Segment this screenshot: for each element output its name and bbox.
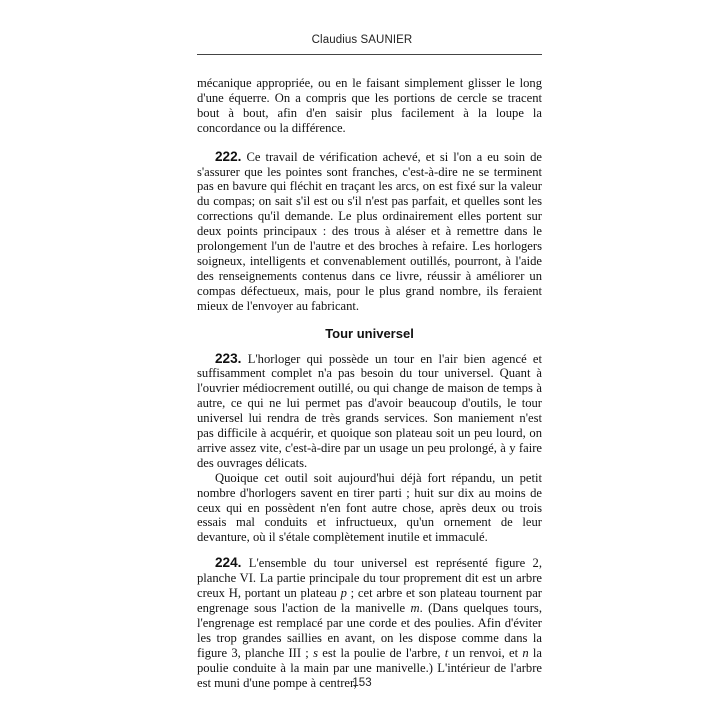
body-text xyxy=(197,76,542,690)
paragraph-224-var-p: p xyxy=(340,586,347,601)
paragraph-224-text-b: ; cet arbre et son plateau tournent par engrenage sous l'action de la manivelle xyxy=(197,586,542,615)
page-number: 153 xyxy=(352,677,372,689)
paragraph-number-222: 222. xyxy=(215,148,242,164)
paragraph-224-var-s: s xyxy=(313,645,318,660)
paragraph-number-223: 223. xyxy=(215,350,242,366)
paragraph-223-text: L'horloger qui possède un tour en l'air bien agencé et suffisamment complet n'a pas besoin du tour universel. Quant à l'ouvrier médiocrement outillé, ou qui change de maison de temps à autre, ce qui ne lui permet pas d'avoir beaucoup d'outils, le tour universel lui rendra de très grands services. Son maniement n'est pas difficile à acquérir, et quoique son plateau soit un peu lourd, on arrive assez vite, c'est-à-dire par un usage un peu prolongé, à y faire des ouvrages délicats. xyxy=(197,351,542,470)
paragraph-223-continued: Quoique cet outil soit aujourd'hui déjà fort répandu, un petit nombre d'horlogers savent en tirer parti ; huit sur dix au moins de ceux qui en possèdent n'en font autre chose, après deux ou trois essais mal conduits et infructueux, qu'un ornement de leur devanture, où il s'étale complètement inutile et immaculé. xyxy=(197,470,542,545)
paragraph-222-text: Ce travail de vérification achevé, et si l'on a eu soin de s'assurer que les pointes sont franches, c'est-à-dire ne se terminent pas en bavure qui fléchit en traçant les arcs, on est fixé sur la valeur du compas; on sait s'il est ou s'il n'est pas parfait, et quelles sont les corrections qu'il demande. Le plus ordinairement elles portent sur deux points principaux : des trous à aléser et à remettre dans le prolongement l'un de l'autre et des broches à refaire. Les horlogers soigneux, intelligents et convenablement outillés, pourront, à l'aide des renseignements contenus dans ce livre, réussir à améliorer un compas défectueux, mais, pour le plus grand nombre, ils feraient mieux de l'envoyer au fabricant. xyxy=(197,149,542,313)
paragraph-223 xyxy=(197,352,542,471)
paragraph-224 xyxy=(197,556,542,690)
paragraph-224-var-m: m xyxy=(410,601,420,615)
paragraph-224-text-c: . (Dans quelques tours, l'engrenage est remplacé par une corde et des poulies. Afin d'éviter les trop grandes saillies en avant, on les dispose comme dans la figure 3, planche III ; xyxy=(197,601,542,660)
paragraph-222 xyxy=(197,150,542,314)
paragraph-number-224: 224. xyxy=(215,555,242,571)
paragraph-224-text-d: est la poulie de l'arbre, xyxy=(317,645,445,660)
paragraph-224-var-t: t xyxy=(444,645,449,660)
paragraph-224-text-e: un renvoi, et xyxy=(448,645,523,660)
paragraph-224-text-f: la poulie conduite à la main par une manivelle.) L'intérieur de l'arbre est muni d'une pompe à centrer, xyxy=(197,645,542,690)
running-header-author: Claudius SAUNIER xyxy=(311,34,413,46)
paragraph-continuation: mécanique appropriée, ou en le faisant simplement glisser le long d'une équerre. On a compris que les portions de cercle se tracent bout à bout, afin d'en saisir plus facilement à la loupe la concordance ou la différence. xyxy=(197,76,542,135)
section-title: Tour universel xyxy=(325,325,414,341)
paragraph-224-text-a: L'ensemble du tour universel est représenté figure 2, planche VI. La partie principale du tour proprement dit est un arbre creux H, portant un plateau xyxy=(197,556,542,601)
paragraph-224-var-n: n xyxy=(522,645,529,660)
header-rule xyxy=(197,54,542,55)
